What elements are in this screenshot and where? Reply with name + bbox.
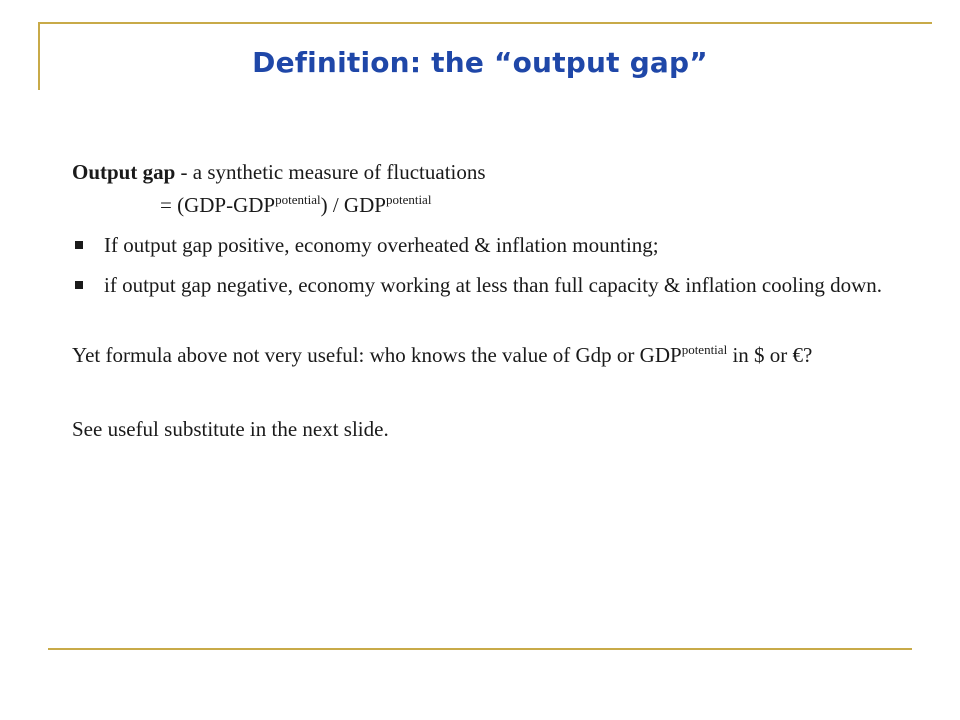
- formula-sup2: potential: [385, 192, 432, 207]
- bullet-text: If output gap positive, economy overheated & inflation mounting;: [104, 233, 659, 257]
- next-slide-note: See useful substitute in the next slide.: [72, 417, 389, 441]
- formula-line: [72, 190, 908, 220]
- slide-title: Definition: the “output gap”: [252, 46, 708, 79]
- bullet-item-positive: [72, 230, 908, 260]
- formula-critique-paragraph: [72, 340, 908, 370]
- critique-sup: potential: [681, 342, 728, 357]
- bullet-text: if output gap negative, economy working at less than full capacity & inflation cooling down.: [104, 273, 882, 297]
- top-rule: [40, 22, 932, 24]
- square-bullet-icon: [75, 281, 83, 289]
- bullet-item-negative: [72, 270, 908, 300]
- formula-part1: = (GDP-GDP: [160, 193, 276, 217]
- definition-line: [72, 157, 908, 187]
- bullet-list: [72, 230, 908, 300]
- critique-text-b: in $ or €?: [727, 343, 813, 367]
- term-output-gap: Output gap: [72, 160, 176, 184]
- critique-text-a: Yet formula above not very useful: who knows the value of Gdp or GDP: [72, 343, 682, 367]
- slide-body: [72, 157, 908, 444]
- square-bullet-icon: [75, 241, 83, 249]
- formula-sup1: potential: [275, 192, 321, 207]
- definition-text: - a synthetic measure of fluctuations: [175, 160, 486, 184]
- bottom-rule: [48, 648, 912, 650]
- formula-part2: ) / GDP: [320, 193, 386, 217]
